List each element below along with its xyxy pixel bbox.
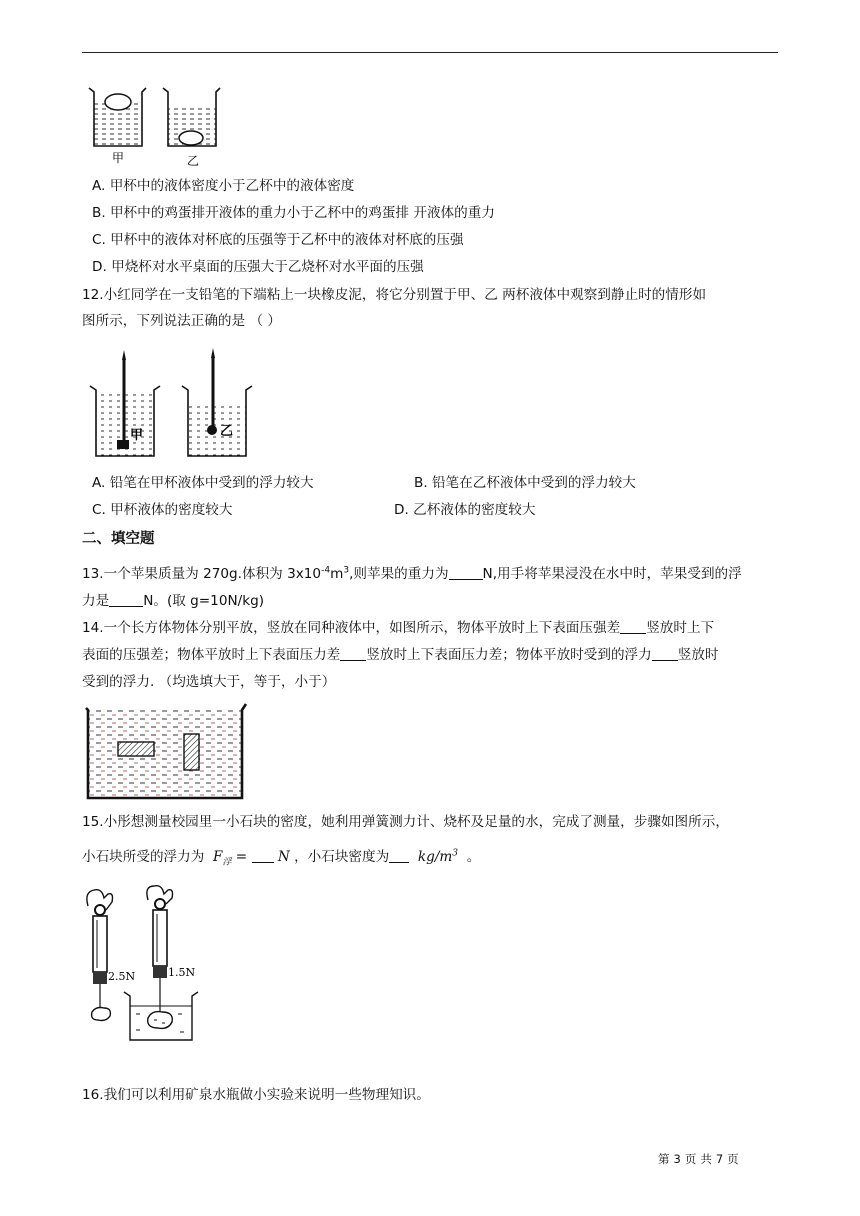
footer-text-b: 页: [684, 1152, 697, 1166]
q12-option-d: D. 乙杯液体的密度较大: [394, 502, 536, 518]
q14-text-3: 表面的压强差；物体平放时上下表面压力差: [82, 647, 341, 663]
footer-page-number: 3: [673, 1152, 681, 1166]
beaker-jia-12: [90, 350, 160, 456]
q13-text-3: ,则苹果的重力为: [349, 566, 449, 582]
footer-text-d: 页: [727, 1152, 739, 1166]
q16-line1: 16.我们可以利用矿泉水瓶做小实验来说明一些物理知识。: [82, 1087, 430, 1103]
q14-text-2: 竖放时上下: [646, 620, 715, 636]
q11-option-c: C. 甲杯中的液体对杯底的压强等于乙杯中的液体对杯底的压强: [92, 232, 464, 248]
clay-jia: [117, 440, 129, 449]
q13-line2: [82, 591, 264, 611]
q13-exp2: 3: [343, 565, 350, 576]
header-rule: [82, 52, 778, 53]
q13-text-5: 力是: [82, 593, 110, 609]
q14-blank-3[interactable]: [652, 646, 678, 661]
q12-option-a: A. 铅笔在甲杯液体中受到的浮力较大: [92, 475, 314, 491]
q15-line1: 15.小彤想测量校园里一小石块的密度，她利用弹簧测力计、烧杯及足量的水，完成了测量，步骤如图所示，: [82, 814, 729, 830]
q12-figure: [84, 344, 254, 462]
q11-figure: [86, 82, 226, 172]
q12-fig-label-jia: 甲: [130, 428, 144, 443]
beaker-yi-12: [182, 348, 252, 456]
q11-fig-label-yi: 乙: [187, 154, 200, 168]
q14-line1: [82, 618, 714, 638]
q14-figure: [84, 700, 250, 804]
q14-blank-2[interactable]: [340, 646, 366, 661]
q13-blank-2[interactable]: [109, 592, 143, 607]
q11-option-d: D. 甲烧杯对水平桌面的压强大于乙烧杯对水平面的压强: [92, 259, 424, 275]
q15-text-1: 小石块所受的浮力为: [82, 849, 205, 865]
q13-text-6: N。(取 g=10N/kg): [143, 593, 265, 609]
q15-unit-exp: 3: [452, 848, 459, 859]
footer-text-c: 共: [700, 1152, 712, 1166]
q15-blank-1[interactable]: [252, 848, 274, 863]
q15-buoyancy-symbol: F: [213, 849, 223, 865]
q13-text-1: 13.一个苹果质量为 270g.体积为 3x10: [82, 566, 322, 582]
egg-jia: [105, 94, 131, 110]
q15-line2: [82, 847, 480, 873]
page-footer: [656, 1151, 741, 1167]
q15-text-2: ，小石块密度为: [294, 849, 390, 865]
clay-yi: [207, 425, 217, 435]
q15-text-3: 。: [466, 849, 481, 865]
reading-2: 1.5N: [168, 966, 196, 979]
egg-yi: [179, 131, 203, 145]
spring-scale-2: [147, 886, 173, 1014]
beaker-yi: [163, 88, 220, 146]
section-heading: 二、填空题: [82, 531, 155, 547]
q12-option-b: B. 铅笔在乙杯液体中受到的浮力较大: [414, 475, 636, 491]
q11-option-a: A. 甲杯中的液体密度小于乙杯中的液体密度: [92, 178, 355, 194]
q14-line3: 受到的浮力. （均选填大于，等于，小于）: [82, 674, 336, 690]
q12-fig-label-yi: 乙: [220, 424, 234, 439]
q12-option-c: C. 甲杯液体的密度较大: [92, 502, 233, 518]
footer-total-pages: 7: [715, 1152, 724, 1166]
beaker-water: [124, 992, 198, 1040]
q15-unit-n: N: [277, 849, 290, 865]
q15-buoyancy-sub: 浮: [222, 857, 232, 868]
q12-stem-line1: 12.小红同学在一支铅笔的下端粘上一块橡皮泥，将它分别置于甲、乙 两杯液体中观察到静止时的情形如: [82, 287, 707, 303]
spring-scale-1: [87, 890, 113, 1021]
q13-text-4: N,用手将苹果浸没在水中时，苹果受到的浮: [482, 566, 742, 582]
q14-blank-1[interactable]: [620, 619, 646, 634]
q13-exp: -4: [321, 565, 331, 576]
q15-equals: =: [235, 849, 248, 865]
q15-unit-density: kg/m: [417, 849, 453, 865]
q14-text-4: 竖放时上下表面压力差；物体平放时受到的浮力: [366, 647, 652, 663]
q13-text-2: m: [330, 566, 344, 582]
q14-text-1: 14.一个长方体物体分别平放，竖放在同种液体中，如图所示，物体平放时上下表面压强差: [82, 620, 621, 636]
q12-stem-line2: 图所示，下列说法正确的是 （ ）: [82, 313, 281, 329]
beaker-jia: [89, 88, 146, 146]
q11-option-b: B. 甲杯中的鸡蛋排开液体的重力小于乙杯中的鸡蛋排 开液体的重力: [92, 205, 495, 221]
q15-figure: [80, 884, 230, 1044]
q13-line1: [82, 564, 742, 584]
reading-1: 2.5N: [108, 970, 136, 983]
footer-text-a: 第: [658, 1152, 670, 1166]
q11-fig-label-jia: 甲: [112, 151, 125, 165]
q15-blank-2[interactable]: [389, 848, 409, 863]
q14-line2: [82, 645, 719, 665]
q13-blank-1[interactable]: [449, 565, 483, 580]
q14-text-5: 竖放时: [677, 647, 719, 663]
